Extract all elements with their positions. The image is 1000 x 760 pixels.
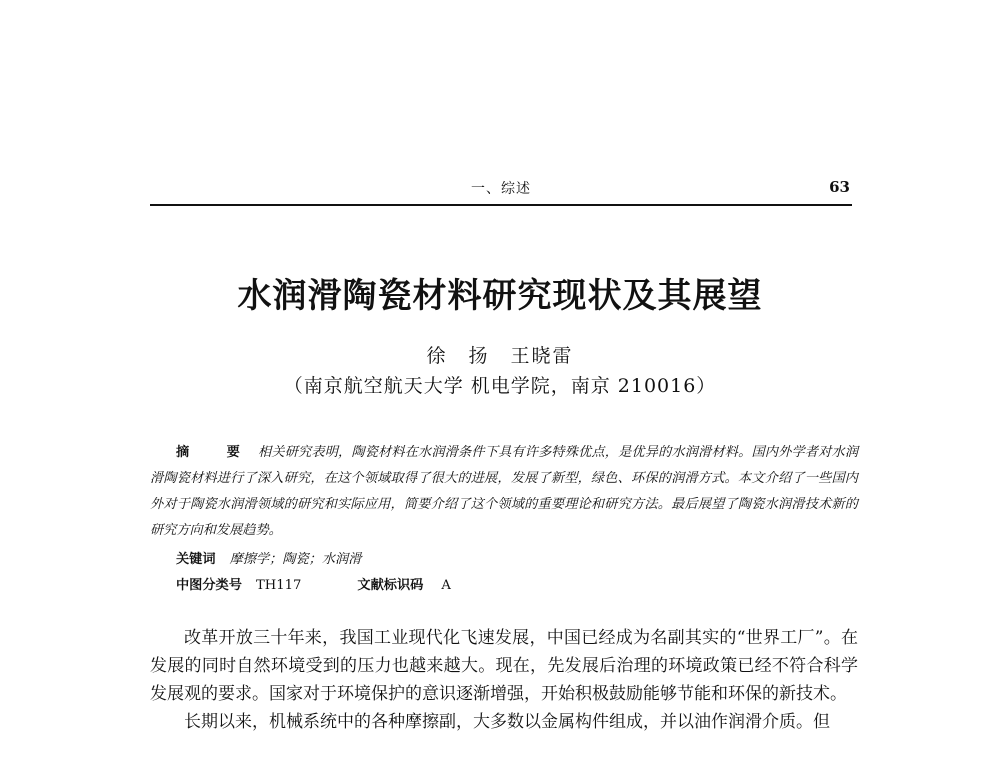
doc-code-label: 文献标识码: [357, 578, 424, 593]
classification-line: [176, 574, 451, 593]
body-text: [150, 624, 858, 736]
abstract-text: 相关研究表明，陶瓷材料在水润滑条件下具有许多特殊优点，是优异的水润滑材料。国内外学者对水润滑陶瓷材料进行了深入研究，在这个领域取得了很大的进展，发展了新型，绿色、环保的润滑方式。本文介绍了一些国内外对于陶瓷水润滑领域的研究和实际应用，简要介绍了这个领域的重要理论和研究方法。最后展望了陶瓷水润滑技术新的研究方向和发展趋势。: [150, 445, 859, 538]
keywords-label: 关键词: [176, 552, 216, 567]
running-header: [150, 178, 852, 206]
abstract: [150, 440, 858, 544]
body-paragraph: 改革开放三十年来，我国工业现代化飞速发展，中国已经成为名副其实的“世界工厂”。在发展的同时自然环境受到的压力也越来越大。现在，先发展后治理的环境政策已经不符合科学发展观的要求。国家对于环境保护的意识逐渐增强，开始积极鼓励能够节能和环保的新技术。: [150, 628, 858, 704]
keywords-line: [176, 548, 361, 567]
affiliation: （南京航空航天大学 机电学院，南京 210016）: [283, 375, 717, 397]
paper-title: 水润滑陶瓷材料研究现状及其展望: [237, 276, 763, 316]
classification-value: TH117: [255, 578, 302, 593]
doc-code-value: A: [441, 578, 451, 593]
authors: 徐 扬 王晓雷: [426, 345, 574, 367]
abstract-label: 摘 要: [176, 445, 253, 460]
classification-label: 中图分类号: [176, 578, 242, 593]
page-number: 63: [829, 178, 850, 196]
body-paragraph: 长期以来，机械系统中的各种摩擦副，大多数以金属构件组成，并以油作润滑介质。但: [184, 712, 830, 732]
section-label: 一、综述: [471, 181, 531, 197]
keywords-value: 摩擦学；陶瓷；水润滑: [229, 552, 362, 567]
